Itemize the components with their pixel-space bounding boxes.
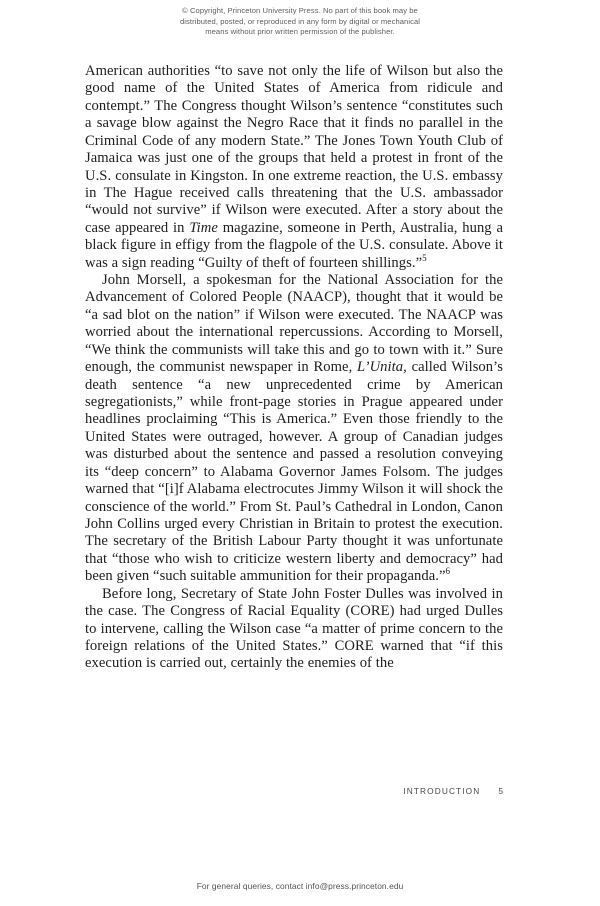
general-queries-footer: For general queries, contact info@press.princeton.edu [196,881,404,891]
running-head-chapter: INTRODUCTION [403,786,481,796]
text-run: Before long, Secretary of State John Foster Dulles was involved in the case. The Congress of Racial Equality (CORE) had urged Dulles to intervene, calling the Wilson case “a matter of prime concern to the foreign relations of the United States.” CORE warned that “if this execution is carried out, certainly the enemies of the [85,585,503,672]
copyright-notice [132,6,468,38]
para-3 [85,586,503,673]
italic-title: Time [189,219,218,236]
body-text-column [85,63,503,673]
footnote-marker: 6 [445,566,451,577]
text-run: American authorities “to save not only the life of Wilson but also the good name of the United States of America from ridicule and contempt.” The Congress thought Wilson’s sentence “constitutes such a savage blow against the Negro Race that it finds no parallel in the Criminal Code of any modern State.” The Jones Town Youth Club of Jamaica was just one of the groups that held a protest in front of the U.S. consulate in Kingston. In one extreme reaction, the U.S. embassy in The Hague received calls threatening that the U.S. ambassador “would not survive” if Wilson were executed. After a story about the case appeared in [85,63,503,236]
italic-title: L’Unita, [357,359,407,376]
text-run: magazine, someone in Perth, Australia, hung a black figure in effigy from the flagpole of the U.S. consulate. Above it was a sign reading “Guilty of theft of fourteen shillings.” [85,219,503,271]
text-run: called Wilson’s death sentence “a new unprecedented crime by American segregationists,” while front-page stories in Prague appeared under headlines proclaiming “This is America.” Even those friendly to the United States were outraged, however. A group of Canadian judges was disturbed about the sentence and passed a resolution conveying its “deep concern” to Alabama Governor James Folsom. The judges warned that “[i]f Alabama electrocutes Jimmy Wilson it will shock the conscience of the world.” From St. Paul’s Cathedral in London, Canon John Collins urged every Christian in Britain to protest the execution. The secretary of the British Labour Party thought it was unfortunate that “those who wish to criticize western liberty and democracy” had been given “such suitable ammunition for their propaganda.” [85,359,503,585]
copyright-line-1: © Copyright, Princeton University Press. No part of this book may be [182,6,418,15]
text-run: John Morsell, a spokesman for the National Association for the Advancement of Colored People (NAACP), thought that it would be “a sad blot on the nation” if Wilson were executed. The NAACP was worried about the international repercussions. According to Morsell, “We think the communists will take this and go to town with it.” Sure enough, the communist newspaper in Rome, [85,272,503,376]
page-number: 5 [498,786,503,796]
copyright-line-2: distributed, posted, or reproduced in any form by digital or mechanical [179,16,421,26]
copyright-line-3: means without prior written permission of the publisher. [205,27,395,37]
running-footer [85,786,503,796]
footnote-marker: 5 [422,252,427,263]
para-2 [85,272,503,586]
para-1 [85,63,503,272]
